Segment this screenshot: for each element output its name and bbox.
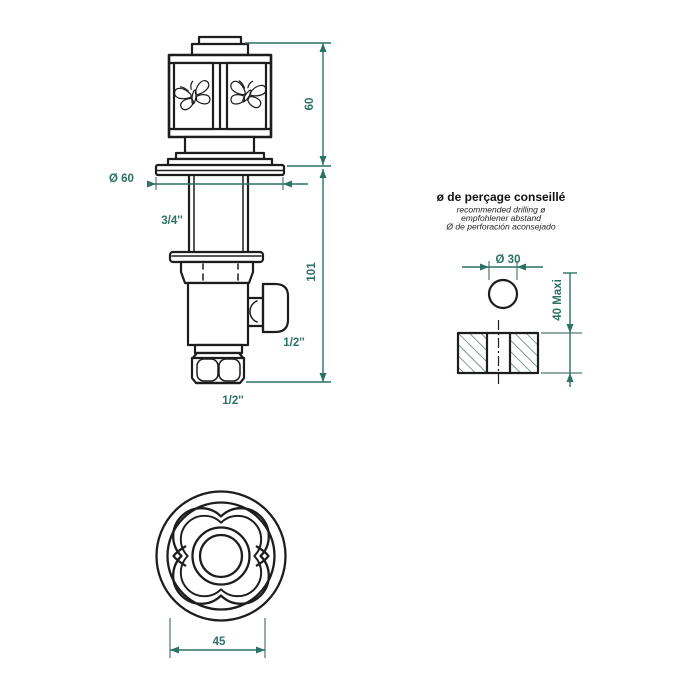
drill-note-title: ø de perçage conseillé	[436, 190, 566, 204]
handle-top-view	[157, 492, 286, 621]
dim-label-max-thickness: 40 Maxi	[552, 279, 564, 321]
bottom-connector	[192, 353, 244, 383]
dim-label-flange-diameter: Ø 60	[109, 173, 134, 185]
counter-cross-section	[458, 320, 538, 386]
dim-label-side-outlet: 1/2''	[283, 337, 305, 349]
side-outlet	[248, 284, 288, 332]
dim-label-handle-width: 45	[212, 636, 226, 648]
dim-label-bottom-outlet: 1/2''	[222, 395, 244, 407]
drill-note-de: empfohlener abstand	[461, 213, 541, 223]
dim-label-hole-diameter: Ø 30	[495, 254, 521, 266]
under-counter-nut	[170, 252, 263, 283]
drill-hole-circle	[489, 280, 517, 308]
dim-label-thread-size: 3/4''	[161, 215, 183, 227]
dim-label-under-counter-length: 101	[306, 262, 318, 282]
valve-body	[188, 283, 248, 353]
drill-note-en: recommended drilling ø	[456, 204, 546, 215]
drill-detail-view	[437, 190, 582, 387]
valve-handle	[168, 37, 272, 166]
drill-note-es: Ø de perforación aconsejado	[446, 221, 556, 232]
side-view	[109, 37, 331, 407]
threaded-stem	[189, 175, 248, 252]
top-view	[157, 492, 286, 659]
mounting-flange	[156, 165, 284, 175]
dim-label-handle-height: 60	[304, 97, 316, 111]
